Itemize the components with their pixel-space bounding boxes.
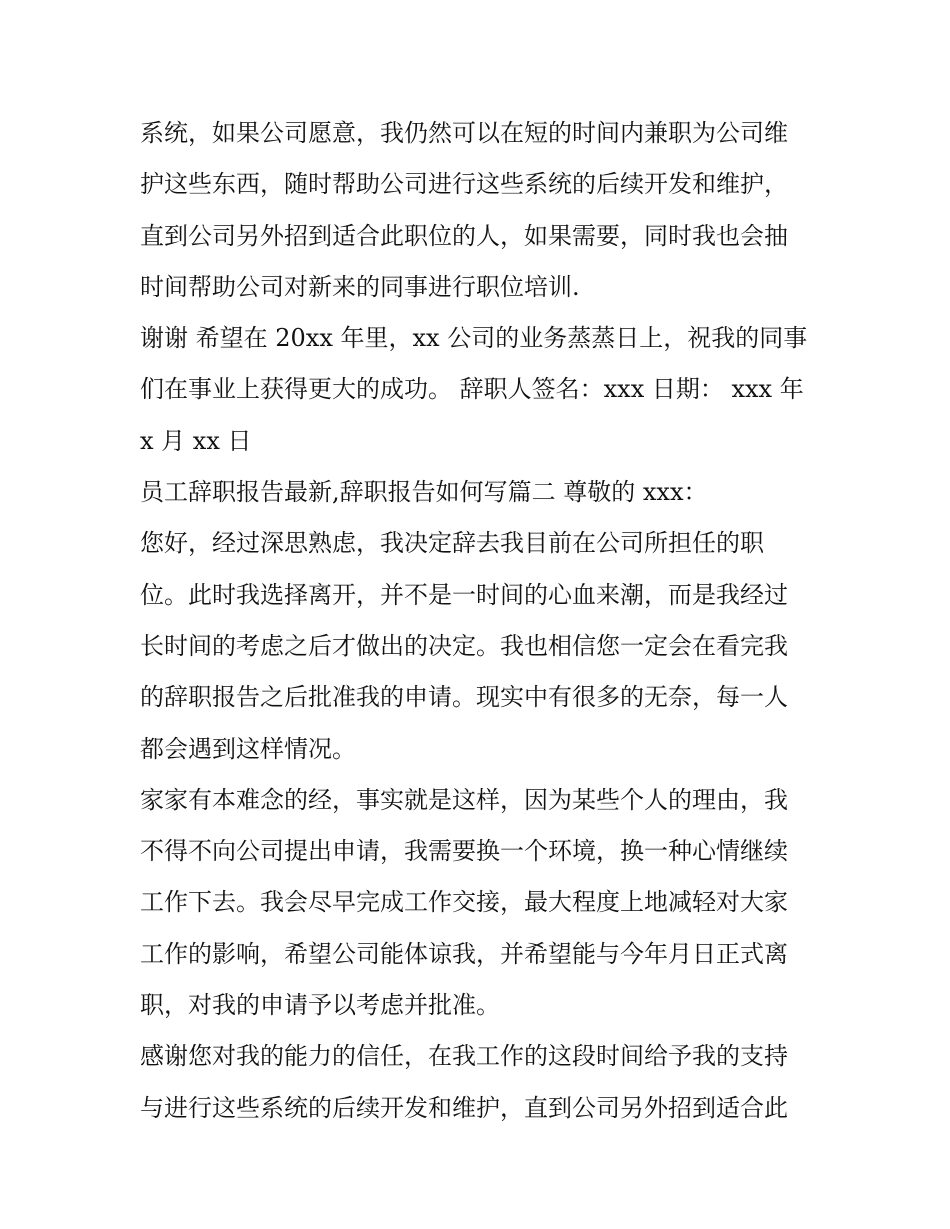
document-body <box>140 108 820 1134</box>
section-heading-line: 员工辞职报告最新,辞职报告如何写篇二 尊敬的 xxx： <box>140 478 708 507</box>
text-line: 时间帮助公司对新来的同事进行职位培训. <box>140 272 580 301</box>
text-line: 家家有本难念的经，事实就是这样，因为某些个人的理由，我 <box>140 785 788 814</box>
text-line: 护这些东西，随时帮助公司进行这些系统的后续开发和维护， <box>140 170 788 199</box>
text-line: 系统，如果公司愿意，我仍然可以在短的时间内兼职为公司维 <box>140 119 788 147</box>
text-line: x 月 xx 日 <box>140 426 252 455</box>
text-line: 的辞职报告之后批准我的申请。现实中有很多的无奈，每一人 <box>140 683 788 712</box>
text-line: 感谢您对我的能力的信任，在我工作的这段时间给予我的支持 <box>140 1042 788 1071</box>
text-line: 长时间的考虑之后才做出的决定。我也相信您一定会在看完我 <box>140 631 788 660</box>
text-line: 位。此时我选择离开，并不是一时间的心血来潮，而是我经过 <box>140 580 788 609</box>
text-line: 谢谢 希望在 20xx 年里，xx 公司的业务蒸蒸日上，祝我的同事 <box>140 324 808 353</box>
text-line: 不得不向公司提出申请，我需要换一个环境，换一种心情继续 <box>140 837 788 866</box>
text-line: 都会遇到这样情况。 <box>140 734 356 763</box>
text-line: 您好，经过深思熟虑，我决定辞去我目前在公司所担任的职 <box>140 529 764 558</box>
text-line: 与进行这些系统的后续开发和维护，直到公司另外招到适合此 <box>140 1093 788 1122</box>
text-line: 工作下去。我会尽早完成工作交接，最大程度上地减轻对大家 <box>140 888 788 917</box>
text-line: 工作的影响，希望公司能体谅我，并希望能与今年月日正式离 <box>140 939 788 968</box>
text-line: 直到公司另外招到适合此职位的人，如果需要，同时我也会抽 <box>140 221 788 250</box>
text-line: 职，对我的申请予以考虑并批准。 <box>140 991 500 1020</box>
text-line: 们在事业上获得更大的成功。 辞职人签名：xxx 日期： xxx 年 <box>140 375 804 404</box>
